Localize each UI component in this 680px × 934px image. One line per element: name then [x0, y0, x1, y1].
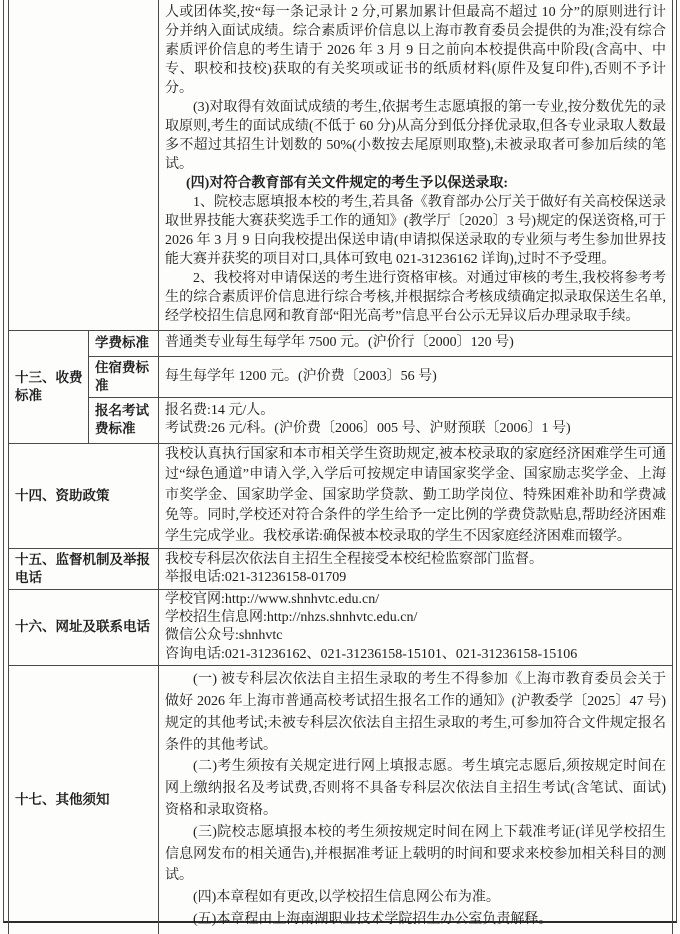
note-1: (一) 被专科层次依法自主招生录取的考生不得参加《上海市教育委员会关于做好 2026 年上海市普通高校考试招生报名工作的通知》(沪教委学〔2025〕47 号)规定的其他考试;未被专科层次依法自主招生录取的考生,可参加符合文件规定报名条件的其他考试。: [165, 672, 666, 753]
table-row-admission-rules-continued: [9, 0, 673, 330]
sublabel-tuition: 学费标准: [89, 330, 159, 356]
financial-aid-cell: [159, 443, 673, 549]
inquiry-phones: 咨询电话:021-31236162、021-31236158-15101、021-31236158-15106: [165, 646, 578, 662]
table-row-contacts: [9, 590, 673, 666]
exam-fee-cell: [159, 397, 673, 443]
financial-aid-text: 我校认真执行国家和本市相关学生资助规定,被本校录取的家庭经济困难学生可通过“绿色通道”申请入学,入学后可按规定申请国家奖学金、国家励志奖学金、上海市奖学金、国家助学金、国家助学贷款、勤工助学岗位、特殊困难补助和学费减免等。同时,学校还对符合条件的学生给予一定比例的学费贷款贴息,帮助经济困难学生完成学业。我校承诺:确保被本校录取的学生不因家庭经济困难而辍学。: [165, 446, 666, 544]
wechat-account: 微信公众号:shnhvtc: [165, 628, 283, 644]
exam-fee-text: 考试费:26 元/科。(沪价费〔2006〕005 号、沪财预联〔2006〕1 号): [165, 421, 571, 436]
contacts-cell: [159, 590, 673, 666]
note-4: (四)本章程如有更改,以学校招生信息网公布为准。: [193, 890, 500, 906]
note-5: (五)本章程由上海南湖职业技术学院招生办公室负责解释。: [193, 912, 553, 928]
table-row-exam-fee: [9, 397, 673, 443]
registration-fee-text: 报名费:14 元/人。: [165, 403, 275, 418]
row-label-other-notes: 十七、其他须知: [9, 665, 159, 934]
paragraph-scoring-rule: 人或团体奖,按“每一条记录计 2 分,可累加累计但最高不超过 10 分”的原则进行计分并纳入面试成绩。综合素质评价信息以上海市教育委员会提供的为准;没有综合素质评价信息的考生请于 2026 年 3 月 9 日之前向本校提供高中阶段(含高中、中专、职校和技校)获取的有关奖项或证书的纸质材料(原件及复印件),否则不予计分。: [165, 5, 666, 96]
row-label-supervision: 十五、监督机制及举报电话: [9, 549, 159, 590]
heading-recommended-admission: (四)对符合教育部有关文件规定的考生予以保送录取:: [186, 176, 508, 191]
report-phone: 举报电话:021-31236158-01709: [165, 570, 347, 585]
row-label-financial-aid: 十四、资助政策: [9, 443, 159, 549]
other-notes-cell: [159, 665, 673, 934]
paragraph-recommend-2: 2、我校将对申请保送的考生进行资格审核。对通过审核的考生,我校将参考考生的综合素质评价信息进行综合考核,并根据综合考核成绩确定拟录取保送生名单,经学校招生信息网和教育部“阳光高考”信息平台公示无异议后办理录取手续。: [165, 271, 666, 324]
official-website: 学校官网:http://www.shnhvtc.edu.cn/: [165, 592, 380, 607]
supervision-text: 我校专科层次依法自主招生全程接受本校纪检监察部门监督。: [165, 552, 543, 567]
tuition-fee-cell: [159, 330, 673, 356]
empty-label-cell: [9, 0, 159, 330]
note-3: (三)院校志愿填报本校的考生须按规定时间在网上下载准考证(详见学校招生信息网发布的相关通告),并根据准考证上载明的时间和要求来校参加相关科目的测试。: [165, 824, 666, 884]
paragraph-interview-admission: (3)对取得有效面试成绩的考生,依据考生志愿填报的第一专业,按分数优先的录取原则,考生的面试成绩(不低于 60 分)从高分到低分择优录取,但各专业录取人数最多不超过其招生计划数的 50%(小数按去尾原则取整),未被录取者可参加后续的笔试。: [165, 100, 666, 172]
accommodation-fee-text: 每生每学年 1200 元。(沪价费〔2003〕56 号): [165, 368, 437, 384]
sublabel-accommodation: 住宿费标准: [89, 356, 159, 397]
accommodation-fee-cell: [159, 356, 673, 397]
row-label-contacts: 十六、网址及联系电话: [9, 590, 159, 666]
admissions-charter-table: [3, 0, 677, 928]
table-row-supervision: [9, 549, 673, 590]
table-row-financial-aid: [9, 443, 673, 549]
supervision-cell: [159, 549, 673, 590]
paragraph-recommend-1: 1、院校志愿填报本校的考生,若具备《教育部办公厅关于做好有关高校保送录取世界技能大赛获奖选手工作的通知》(教学厅〔2020〕3 号)规定的保送资格,可于 2026 年 3 月 9 日向我校提出保送申请(申请拟保送录取的专业须与考生参加世界技能大赛并获奖的项目对口,具体可致电 021-31236162 详询),过时不予受理。: [165, 195, 666, 267]
table-row-tuition-fee: [9, 330, 673, 356]
tuition-fee-text: 普通类专业每生每学年 7500 元。(沪价行〔2000〕120 号): [165, 335, 514, 350]
row-label-fees: 十三、收费标准: [9, 330, 89, 443]
table-row-accommodation-fee: [9, 356, 673, 397]
admissions-website: 学校招生信息网:http://nhzs.shnhvtc.edu.cn/: [165, 610, 418, 626]
charter-table: [8, 0, 673, 934]
note-2: (二)考生须按有关规定进行网上填报志愿。考生填完志愿后,须按规定时间在网上缴纳报名及考试费,否则将不具备专科层次依法自主招生考试(含笔试、面试)资格和录取资格。: [165, 759, 666, 819]
sublabel-registration-exam-fee: 报名考试费标准: [89, 397, 159, 443]
table-row-other-notes: [9, 665, 673, 934]
admission-rules-cell: [159, 0, 673, 330]
